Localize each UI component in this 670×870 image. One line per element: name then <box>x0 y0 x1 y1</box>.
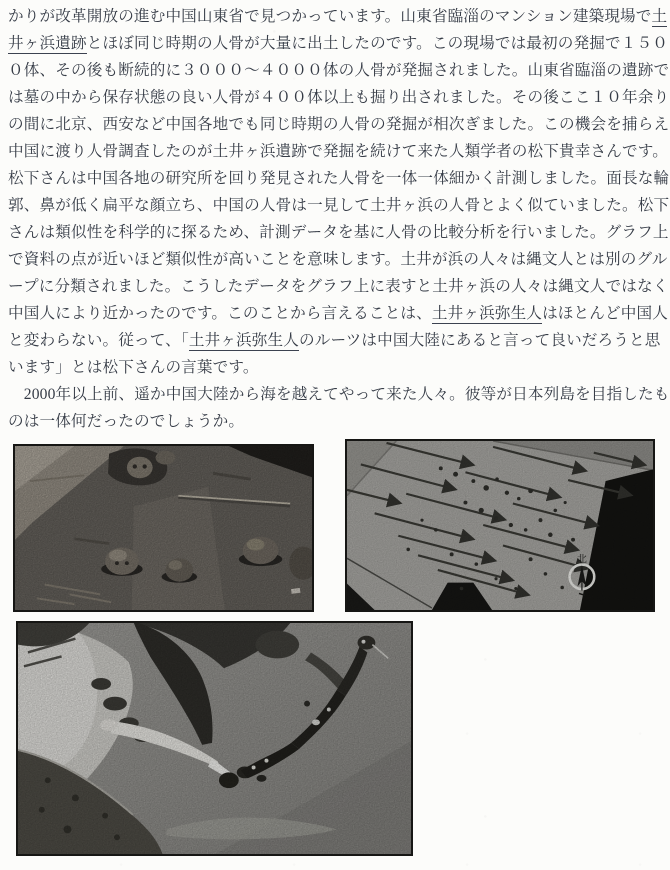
satellite-photo-graphic <box>18 623 411 854</box>
emphasized-text: 土井ヶ浜弥生人 <box>431 305 543 322</box>
article-text <box>8 3 670 435</box>
line-text: のは一体何だったのでしょうか。 <box>8 413 245 430</box>
line-text: かりが改革開放の進む中国山東省で見つかっています。山東省臨淄のマンション建築現場で <box>8 8 652 25</box>
text-line <box>8 408 666 435</box>
emphasized-text: 井ヶ浜遺跡 <box>8 35 87 52</box>
excavation-photo-graphic <box>15 446 312 610</box>
text-line <box>8 192 670 219</box>
line-text: ０体、その後も断続的に３０００～４０００体の人骨が発掘されました。山東省臨淄の遺跡で <box>8 62 670 79</box>
emphasized-text: 土 <box>651 8 668 25</box>
site-map-graphic <box>347 441 653 610</box>
compass-north-label: 北 <box>576 554 587 566</box>
text-line <box>8 219 669 246</box>
line-text: のルーツは中国大陸にあると言って良いだろうと思 <box>299 332 661 349</box>
line-text: の間に北京、西安など中国各地でも同じ時期の人骨の発掘が相次ぎました。この機会を捕らえ <box>8 116 670 133</box>
japan-satellite-photo <box>16 621 413 856</box>
text-line <box>8 138 666 165</box>
excavation-skulls-photo <box>13 444 314 612</box>
text-line <box>8 111 670 138</box>
line-text: と変わらない。従って、「 <box>8 332 189 349</box>
line-text: で資料の点が近いほど類似性が高いことを意味します。土井が浜の人々は縄文人とは別のグル <box>8 251 668 268</box>
text-line <box>8 30 669 57</box>
text-line <box>8 165 670 192</box>
text-line <box>8 246 666 273</box>
line-text: 郭、鼻が低く扁平な顔立ち、中国の人骨は一見して土井ヶ浜の人骨とよく似ていました。松下 <box>8 197 670 214</box>
line-text: は墓の中から保存状態の良い人骨が４００体以上も掘り出されました。その後ここ１０年余り <box>8 89 670 106</box>
line-text: とほぼ同じ時期の人骨が大量に出土したのです。この現場では最初の発掘で１５０ <box>86 35 669 52</box>
line-text: はほとんど中国人 <box>542 305 669 322</box>
text-line <box>8 300 669 327</box>
line-text: さんは類似性を科学的に探るため、計測データを基に人骨の比較分析を行いました。グラフ上 <box>8 224 669 241</box>
line-text: ープに分類されました。こうしたデータをグラフ上に表すと土井ヶ浜の人々は縄文人ではなく <box>8 278 669 295</box>
text-line <box>8 381 670 408</box>
text-line <box>8 354 666 381</box>
burial-site-map <box>345 439 655 612</box>
line-text: 松下さんは中国各地の研究所を回り発見された人骨を一体一体細かく計測しました。面長な輪 <box>8 170 670 187</box>
line-text: います」とは松下さんの言葉です。 <box>8 359 259 376</box>
text-line <box>8 3 666 30</box>
line-text: 中国人により近かったのです。このことから言えることは、 <box>8 305 432 322</box>
text-line <box>8 327 666 354</box>
text-line <box>8 57 670 84</box>
line-text: 2000年以上前、遥か中国大陸から海を越えてやって来た人々。彼等が日本列島を目指したも <box>8 386 670 403</box>
line-text: 中国に渡り人骨調査したのが土井ヶ浜遺跡で発掘を続けて来た人類学者の松下貴幸さんです。 <box>8 143 668 160</box>
text-line <box>8 84 670 111</box>
text-line <box>8 273 669 300</box>
emphasized-text: 土井ヶ浜弥生人 <box>188 332 300 349</box>
